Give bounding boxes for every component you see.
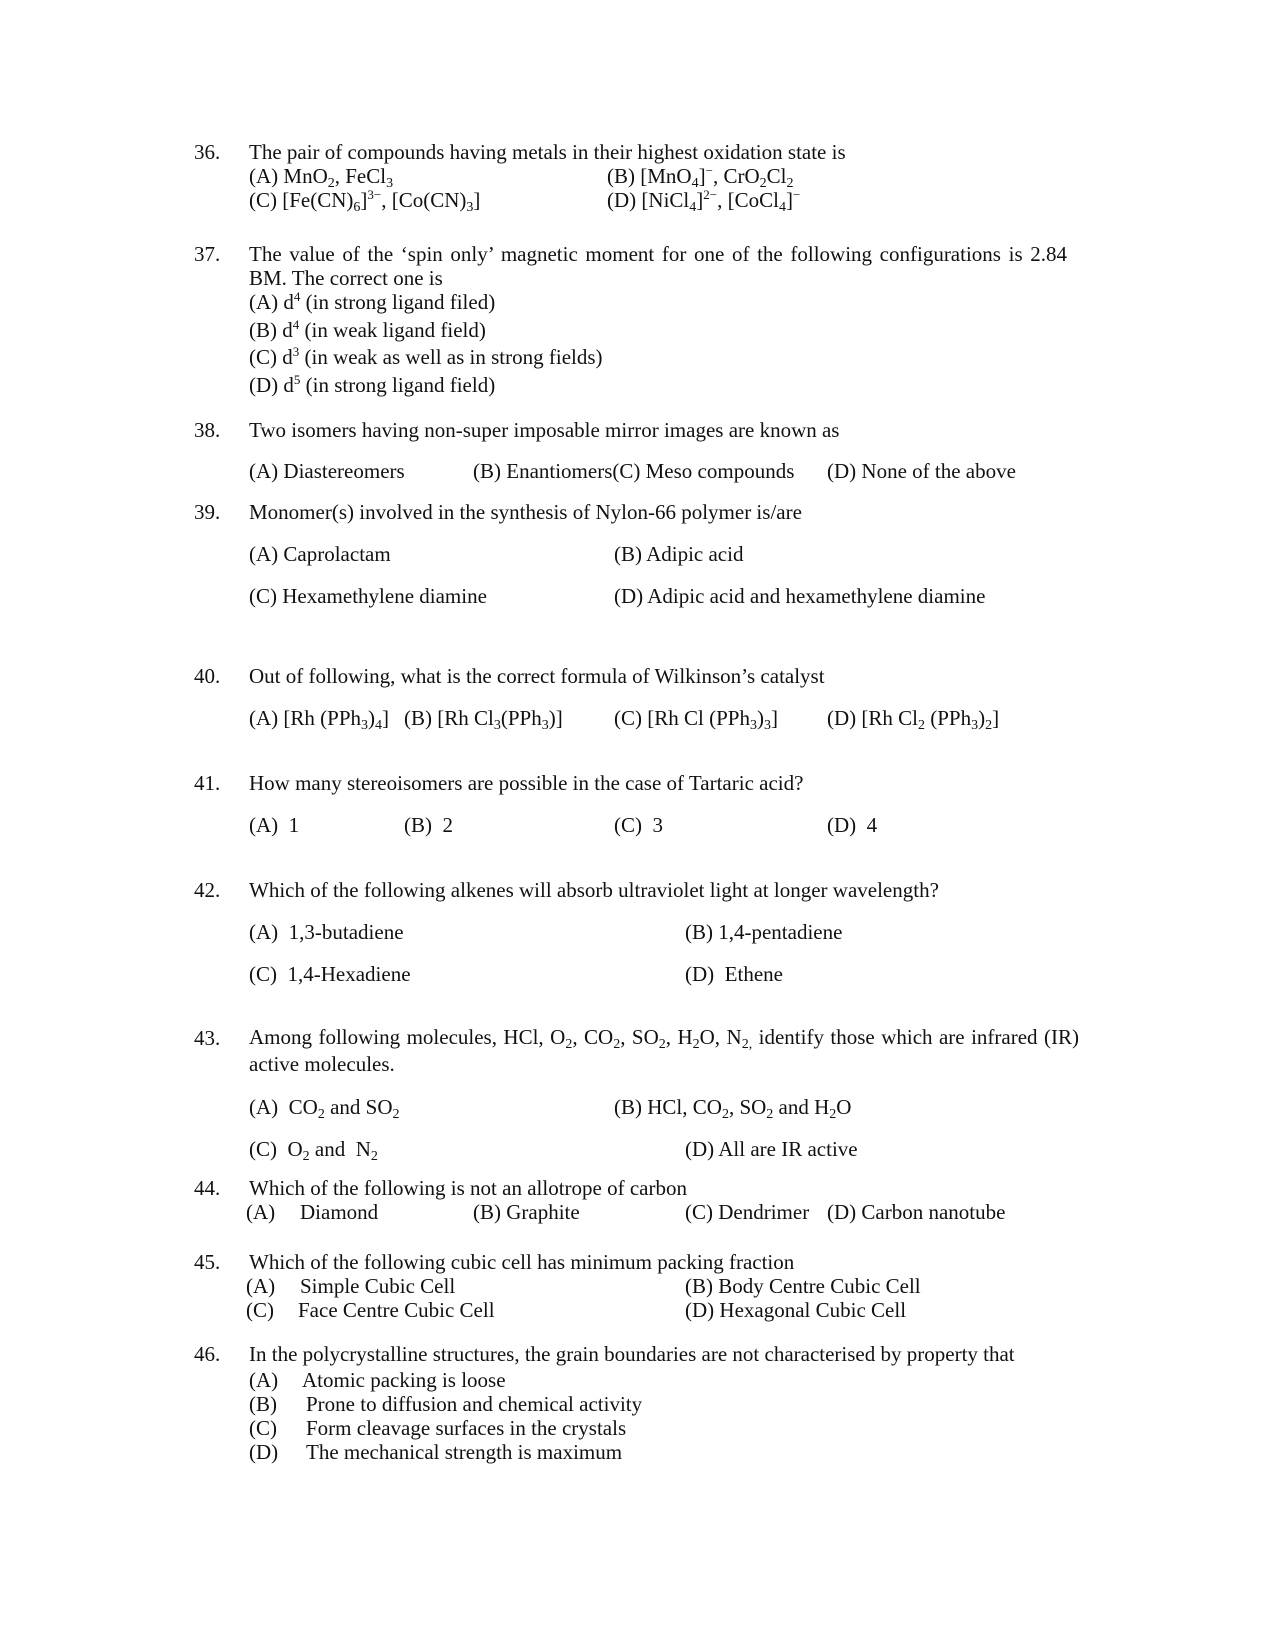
- question-number: 45.: [194, 1250, 221, 1274]
- option-a: (A) 1,3-butadiene: [249, 920, 404, 944]
- option-a-label: (A): [246, 1274, 276, 1298]
- option-c-label: (C): [246, 1298, 274, 1322]
- option-a: Simple Cubic Cell: [300, 1274, 456, 1298]
- option-d: (D) 4: [827, 813, 878, 837]
- question-number: 42.: [194, 878, 221, 902]
- question-text: The value of the ‘spin only’ magnetic moment for one of the following configurations is 2.84 BM. The correct one is: [249, 242, 1067, 290]
- question-number: 41.: [194, 771, 221, 795]
- option-a: (A) MnO$_2$, FeCl$_3$: [249, 164, 394, 191]
- option-a: (A) Diastereomers: [249, 459, 405, 483]
- option-d-label: (D): [249, 1440, 279, 1464]
- question-text: Which of the following alkenes will absorb ultraviolet light at longer wavelength?: [249, 878, 939, 902]
- question-number: 46.: [194, 1342, 221, 1366]
- option-c: (C) Hexamethylene diamine: [249, 584, 487, 608]
- option-c: (C) [Rh Cl $(PPh_3)_3$]: [614, 706, 778, 733]
- question-number: 38.: [194, 418, 221, 442]
- option-c: (C) 3: [614, 813, 663, 837]
- option-c: Form cleavage surfaces in the crystals: [306, 1416, 627, 1440]
- option-c: (C) $O_2$ and $N_2$: [249, 1137, 378, 1164]
- option-b-c: (B) Enantiomers(C) Meso compounds: [473, 459, 795, 483]
- option-d: (D) $d^5$ (in strong ligand field): [249, 372, 496, 397]
- option-a: (A) $d^4$ (in strong ligand filed): [249, 289, 496, 314]
- question-text: Two isomers having non-super imposable mirror images are known as: [249, 418, 840, 442]
- question-number: 37.: [194, 242, 221, 266]
- option-b: (B) [MnO$_4$]−, $CrO_2Cl_2$: [607, 163, 794, 191]
- question-number: 36.: [194, 140, 221, 164]
- option-c: Face Centre Cubic Cell: [298, 1298, 495, 1322]
- option-b: Prone to diffusion and chemical activity: [306, 1392, 643, 1416]
- option-d: (D) Hexagonal Cubic Cell: [685, 1298, 907, 1322]
- option-d: (D) Carbon nanotube: [827, 1200, 1006, 1224]
- question-text: Which of the following cubic cell has minimum packing fraction: [249, 1250, 795, 1274]
- question-text: Which of the following is not an allotrope of carbon: [249, 1176, 687, 1200]
- option-b: (B) HCl, $CO_2$, $SO_2$ and $H_2O$: [614, 1095, 852, 1122]
- option-b: (B) [Rh $Cl_3(PPh_3)$]: [404, 706, 563, 733]
- option-d: (D) None of the above: [827, 459, 1016, 483]
- option-d: (D) [Rh $Cl_2$ $(PPh_3)_2$]: [827, 706, 1000, 733]
- option-c: (C) $d^3$ (in weak as well as in strong fields): [249, 344, 603, 369]
- option-c: (C) 1,4-Hexadiene: [249, 962, 411, 986]
- option-b: (B) 1,4-pentadiene: [685, 920, 843, 944]
- option-d: (D) Adipic acid and hexamethylene diamine: [614, 584, 986, 608]
- option-d: (D) All are IR active: [685, 1137, 858, 1161]
- option-a: (A) 1: [249, 813, 300, 837]
- question-number: 43.: [194, 1026, 221, 1050]
- question-text: In the polycrystalline structures, the grain boundaries are not characterised by property that: [249, 1342, 1015, 1366]
- question-number: 44.: [194, 1176, 221, 1200]
- option-c: (C) $[Fe(CN)_6]^{3-}$, $[Co(CN)_3]$: [249, 187, 481, 215]
- option-c: (C) Dendrimer: [685, 1200, 810, 1224]
- option-b: (B) $d^4$ (in weak ligand field): [249, 317, 486, 342]
- question-text: Out of following, what is the correct formula of Wilkinson’s catalyst: [249, 664, 825, 688]
- option-a: (A) [Rh $(PPh_3)_4$]: [249, 706, 390, 733]
- question-text: Among following molecules, HCl, $O_2$, $CO_2$, $SO_2$, $H_2O$, $N_{2,}$ identify those which are infrared (IR) active molecules.: [249, 1025, 1079, 1076]
- option-d: (D) [NiCl$_4$]$^{2-}$, [CoCl$_4$]−: [607, 187, 801, 215]
- question-number: 39.: [194, 500, 221, 524]
- question-text: Monomer(s) involved in the synthesis of Nylon-66 polymer is/are: [249, 500, 802, 524]
- option-a-label: (A): [249, 1368, 279, 1392]
- option-b: (B) Body Centre Cubic Cell: [685, 1274, 921, 1298]
- question-text: The pair of compounds having metals in their highest oxidation state is: [249, 140, 846, 164]
- option-a-label: (A): [246, 1200, 276, 1224]
- option-c-label: (C): [249, 1416, 277, 1440]
- option-b: (B) Adipic acid: [614, 542, 744, 566]
- question-text: How many stereoisomers are possible in the case of Tartaric acid?: [249, 771, 804, 795]
- option-b: (B) Graphite: [473, 1200, 580, 1224]
- option-a: Diamond: [300, 1200, 379, 1224]
- option-d: The mechanical strength is maximum: [306, 1440, 623, 1464]
- option-d: (D) Ethene: [685, 962, 783, 986]
- option-a: Atomic packing is loose: [302, 1368, 506, 1392]
- option-b: (B) 2: [404, 813, 453, 837]
- option-a: (A) Caprolactam: [249, 542, 391, 566]
- question-number: 40.: [194, 664, 221, 688]
- option-a: (A) $CO_2$ and $SO_2$: [249, 1095, 400, 1122]
- option-b-label: (B): [249, 1392, 277, 1416]
